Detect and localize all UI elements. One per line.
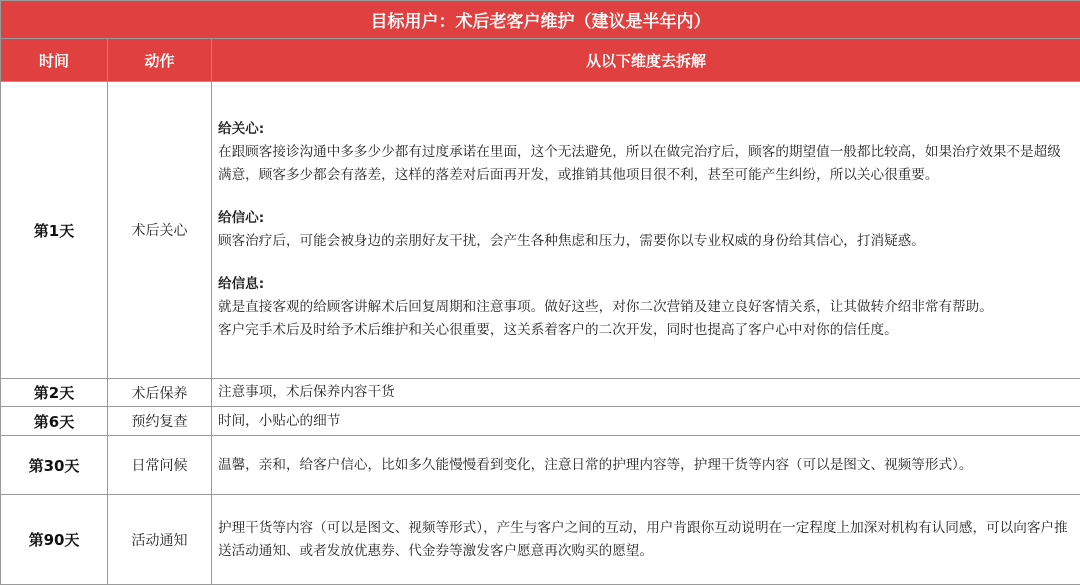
- section-care-text: 在跟顾客接诊沟通中多多少少都有过度承诺在里面，这个无法避免，所以在做完治疗后，顾客的期望值一般都比较高，如果治疗效果不是超级满意，顾客多少都会有落差，这样的落差对后面再开发，或推销其他项目很不利，甚至可能产生纠纷，所以关心很重要。: [218, 144, 1061, 183]
- section-care-title: 给关心:: [218, 121, 265, 137]
- row-time: 第6天: [1, 407, 108, 436]
- section-info-text-2: 客户完手术后及时给予术后维护和关心很重要，这关系着客户的二次开发，同时也提高了客户心中对你的信任度。: [218, 322, 898, 338]
- table-row: [1, 436, 1080, 495]
- row-action: 活动通知: [108, 495, 212, 585]
- row-time: 第30天: [1, 436, 108, 495]
- row-action: 日常问候: [108, 436, 212, 495]
- table-title: 目标用户：术后老客户维护（建议是半年内）: [1, 1, 1080, 39]
- row-time: 第90天: [1, 495, 108, 585]
- row-action: 预约复查: [108, 407, 212, 436]
- row-time: 第2天: [1, 379, 108, 407]
- section-info-text: 就是直接客观的给顾客讲解术后回复周期和注意事项。做好这些，对你二次营销及建立良好客情关系，让其做转介绍非常有帮助。: [218, 299, 993, 315]
- row-description: [212, 82, 1080, 379]
- table-row: [1, 82, 1080, 379]
- table-row: [1, 407, 1080, 436]
- section-confidence-title: 给信心:: [218, 210, 265, 226]
- row-description: 护理干货等内容（可以是图文、视频等形式），产生与客户之间的互动，用户肯跟你互动说明在一定程度上加深对机构有认同感，可以向客户推送活动通知、或者发放优惠券、代金券等激发客户愿意再次购买的愿望。: [212, 495, 1080, 585]
- row-description: 时间，小贴心的细节: [212, 407, 1080, 436]
- row-action: 术后关心: [108, 82, 212, 379]
- table-row: [1, 379, 1080, 407]
- section-info-title: 给信息:: [218, 276, 265, 292]
- header-action: 动作: [108, 39, 212, 82]
- row-time: 第1天: [1, 82, 108, 379]
- header-time: 时间: [1, 39, 108, 82]
- table-row: [1, 495, 1080, 585]
- header-dimension: 从以下维度去拆解: [212, 39, 1080, 82]
- row-description: 注意事项，术后保养内容干货: [212, 379, 1080, 407]
- section-confidence-text: 顾客治疗后，可能会被身边的亲朋好友干扰，会产生各种焦虑和压力，需要你以专业权威的身份给其信心，打消疑惑。: [218, 233, 925, 249]
- row-description: 温馨，亲和，给客户信心，比如多久能慢慢看到变化，注意日常的护理内容等，护理干货等内容（可以是图文、视频等形式）。: [212, 436, 1080, 495]
- row-action: 术后保养: [108, 379, 212, 407]
